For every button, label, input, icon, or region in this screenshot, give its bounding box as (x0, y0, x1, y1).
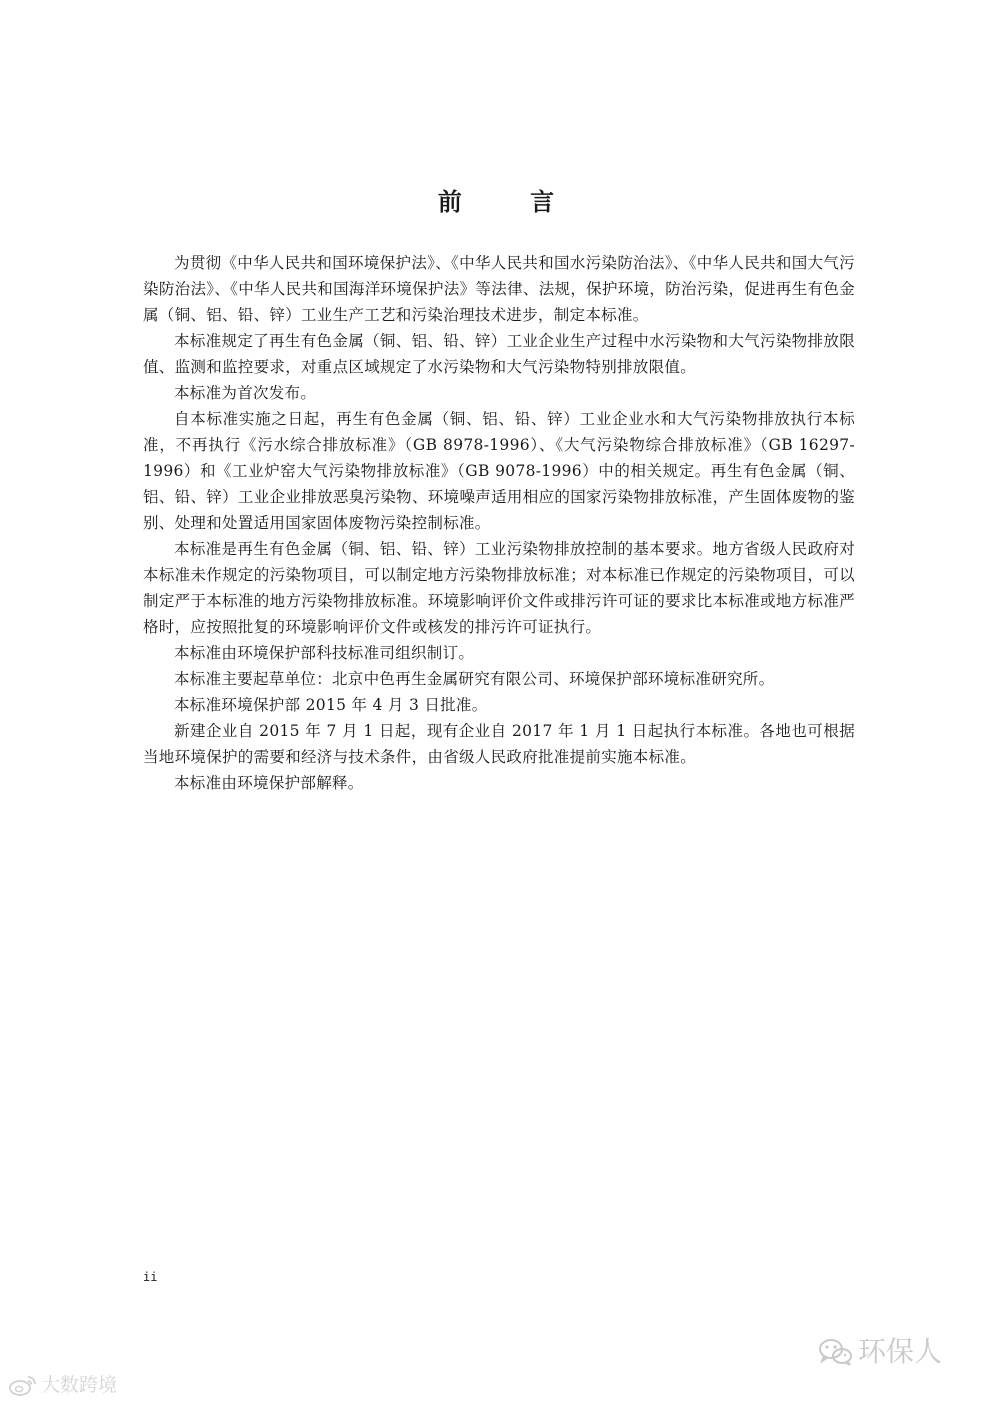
paragraph-effective-date: 新建企业自 2015 年 7 月 1 日起，现有企业自 2017 年 1 月 1 日起执行本标准。各地也可根据当地环境保护的需要和经济与技术条件，由省级人民政府批准提前实施本标准。 (143, 722, 855, 766)
watermark-weibo-text: 大数跨境 (41, 1374, 118, 1396)
paragraph-organizer: 本标准由环境保护部科技标准司组织制订。 (174, 644, 475, 662)
preface-body (143, 250, 855, 796)
paragraph-approval-date: 本标准环境保护部 2015 年 4 月 3 日批准。 (174, 696, 488, 714)
paragraph-basic-requirements: 本标准是再生有色金属（铜、铝、铅、锌）工业污染物排放控制的基本要求。地方省级人民政府对本标准未作规定的污染物项目，可以制定地方污染物排放标准；对本标准已作规定的污染物项目，可以制定严于本标准的地方污染物排放标准。环境影响评价文件或排污许可证的要求比本标准或地方标准严格时，应按照批复的环境影响评价文件或核发的排污许可证执行。 (143, 540, 855, 636)
page-title: 前 言 (437, 188, 585, 217)
page-number: ii (143, 1270, 158, 1284)
paragraph-replacement: 自本标准实施之日起，再生有色金属（铜、铝、铅、锌）工业企业水和大气污染物排放执行本标准，不再执行《污水综合排放标准》（GB 8978-1996）、《大气污染物综合排放标准》（GB 16297-1996）和《工业炉窑大气污染物排放标准》（GB 9078-1996）中的相关规定。再生有色金属（铜、铝、铅、锌）工业企业排放恶臭污染物、环境噪声适用相应的国家污染物排放标准，产生固体废物的鉴别、处理和处置适用国家固体废物污染控制标准。 (143, 410, 855, 532)
weibo-icon (8, 1373, 38, 1397)
paragraph-first-release: 本标准为首次发布。 (174, 384, 317, 402)
wechat-icon (818, 1337, 854, 1367)
watermark-wechat-text: 环保人 (858, 1335, 943, 1368)
watermark-weibo (8, 1372, 117, 1398)
paragraph-drafting-units: 本标准主要起草单位：北京中色再生金属研究有限公司、环境保护部环境标准研究所。 (174, 670, 775, 688)
watermark-wechat (818, 1334, 942, 1370)
paragraph-scope: 本标准规定了再生有色金属（铜、铝、铅、锌）工业企业生产过程中水污染物和大气污染物排放限值、监测和监控要求，对重点区域规定了水污染物和大气污染物特别排放限值。 (143, 332, 855, 376)
paragraph-interpretation: 本标准由环境保护部解释。 (174, 774, 364, 792)
paragraph-purpose: 为贯彻《中华人民共和国环境保护法》、《中华人民共和国水污染防治法》、《中华人民共和国大气污染防治法》、《中华人民共和国海洋环境保护法》等法律、法规，保护环境，防治污染，促进再生有色金属（铜、铝、铅、锌）工业生产工艺和污染治理技术进步，制定本标准。 (143, 254, 855, 324)
